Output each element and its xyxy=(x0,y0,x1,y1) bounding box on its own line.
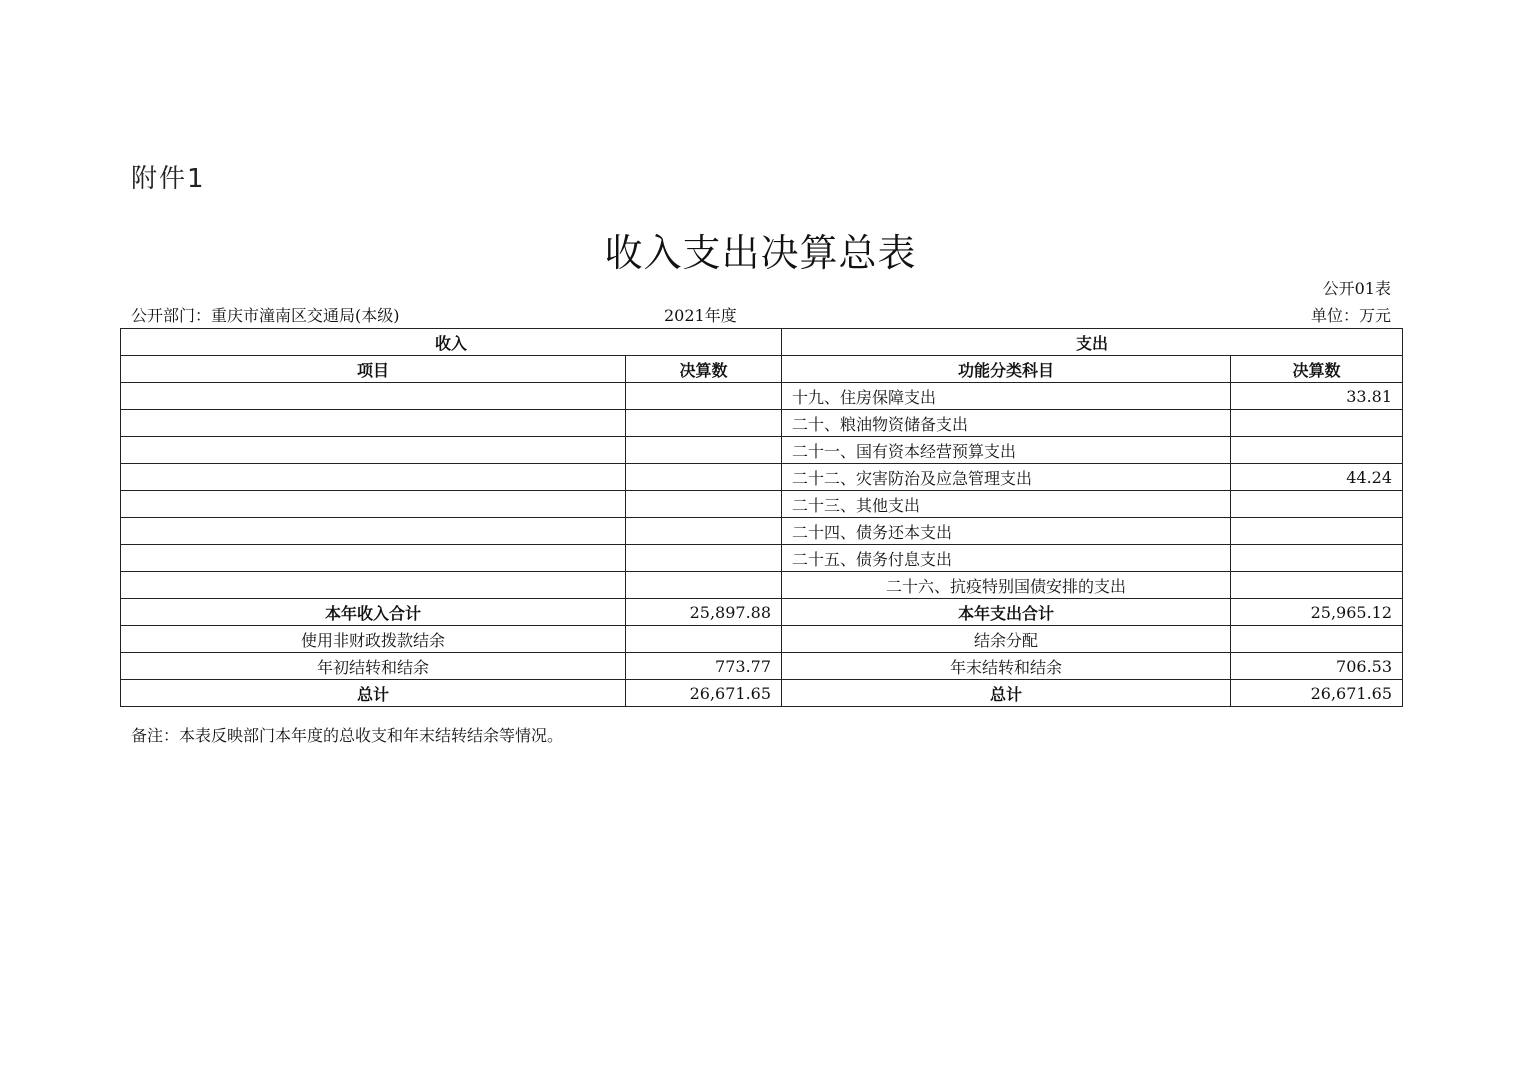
column-header-function: 功能分类科目 xyxy=(782,356,1231,383)
expense-amount-cell xyxy=(1231,545,1403,572)
expense-amount-cell xyxy=(1231,491,1403,518)
item-cell xyxy=(121,383,626,410)
income-expense-table xyxy=(120,328,1403,707)
income-amount-cell xyxy=(626,383,782,410)
summary-row-carryover xyxy=(121,653,1403,680)
income-amount-cell xyxy=(626,518,782,545)
attachment-label: 附件1 xyxy=(131,164,206,194)
table-row xyxy=(121,383,1403,410)
income-amount-cell xyxy=(626,626,782,653)
item-cell xyxy=(121,572,626,599)
summary-row-annual-total xyxy=(121,599,1403,626)
function-cell: 二十一、国有资本经营预算支出 xyxy=(782,437,1231,464)
income-amount-cell: 25,897.88 xyxy=(626,599,782,626)
item-cell xyxy=(121,464,626,491)
item-cell: 总计 xyxy=(121,680,626,707)
income-amount-cell xyxy=(626,491,782,518)
income-amount-cell xyxy=(626,437,782,464)
form-number: 公开01表 xyxy=(1322,279,1391,298)
expense-amount-cell xyxy=(1231,410,1403,437)
group-header-row xyxy=(121,329,1403,356)
item-cell xyxy=(121,518,626,545)
expense-group-header: 支出 xyxy=(782,329,1403,356)
function-cell: 总计 xyxy=(782,680,1231,707)
column-header-item: 项目 xyxy=(121,356,626,383)
table-row xyxy=(121,572,1403,599)
item-cell xyxy=(121,437,626,464)
summary-row-grand-total xyxy=(121,680,1403,707)
expense-amount-cell xyxy=(1231,572,1403,599)
item-cell: 年初结转和结余 xyxy=(121,653,626,680)
item-cell xyxy=(121,545,626,572)
summary-row-balance-usage xyxy=(121,626,1403,653)
function-cell: 二十、粮油物资储备支出 xyxy=(782,410,1231,437)
income-amount-cell xyxy=(626,572,782,599)
function-cell: 二十五、债务付息支出 xyxy=(782,545,1231,572)
income-amount-cell xyxy=(626,410,782,437)
function-cell: 年末结转和结余 xyxy=(782,653,1231,680)
function-cell: 本年支出合计 xyxy=(782,599,1231,626)
page-title: 收入支出决算总表 xyxy=(604,231,917,275)
column-header-expense-amount: 决算数 xyxy=(1231,356,1403,383)
income-amount-cell xyxy=(626,464,782,491)
function-cell: 二十二、灾害防治及应急管理支出 xyxy=(782,464,1231,491)
column-header-row xyxy=(121,356,1403,383)
fiscal-year: 2021年度 xyxy=(664,306,737,325)
expense-amount-cell: 706.53 xyxy=(1231,653,1403,680)
table-row xyxy=(121,464,1403,491)
income-group-header: 收入 xyxy=(121,329,782,356)
function-cell: 二十六、抗疫特别国债安排的支出 xyxy=(782,572,1231,599)
function-cell: 二十三、其他支出 xyxy=(782,491,1231,518)
function-cell: 十九、住房保障支出 xyxy=(782,383,1231,410)
expense-amount-cell: 44.24 xyxy=(1231,464,1403,491)
table-row xyxy=(121,545,1403,572)
expense-amount-cell: 25,965.12 xyxy=(1231,599,1403,626)
expense-amount-cell: 26,671.65 xyxy=(1231,680,1403,707)
expense-amount-cell xyxy=(1231,626,1403,653)
department-label: 公开部门：重庆市潼南区交通局(本级) xyxy=(131,306,400,325)
expense-amount-cell: 33.81 xyxy=(1231,383,1403,410)
unit-label: 单位：万元 xyxy=(1310,306,1391,325)
item-cell: 本年收入合计 xyxy=(121,599,626,626)
function-cell: 结余分配 xyxy=(782,626,1231,653)
function-cell: 二十四、债务还本支出 xyxy=(782,518,1231,545)
income-amount-cell xyxy=(626,545,782,572)
table-row xyxy=(121,410,1403,437)
item-cell xyxy=(121,410,626,437)
expense-amount-cell xyxy=(1231,437,1403,464)
table-row xyxy=(121,437,1403,464)
footnote: 备注：本表反映部门本年度的总收支和年末结转结余等情况。 xyxy=(131,726,564,745)
table-row xyxy=(121,491,1403,518)
table-row xyxy=(121,518,1403,545)
income-amount-cell: 26,671.65 xyxy=(626,680,782,707)
expense-amount-cell xyxy=(1231,518,1403,545)
income-amount-cell: 773.77 xyxy=(626,653,782,680)
item-cell: 使用非财政拨款结余 xyxy=(121,626,626,653)
column-header-income-amount: 决算数 xyxy=(626,356,782,383)
meta-row xyxy=(131,303,1391,325)
item-cell xyxy=(121,491,626,518)
